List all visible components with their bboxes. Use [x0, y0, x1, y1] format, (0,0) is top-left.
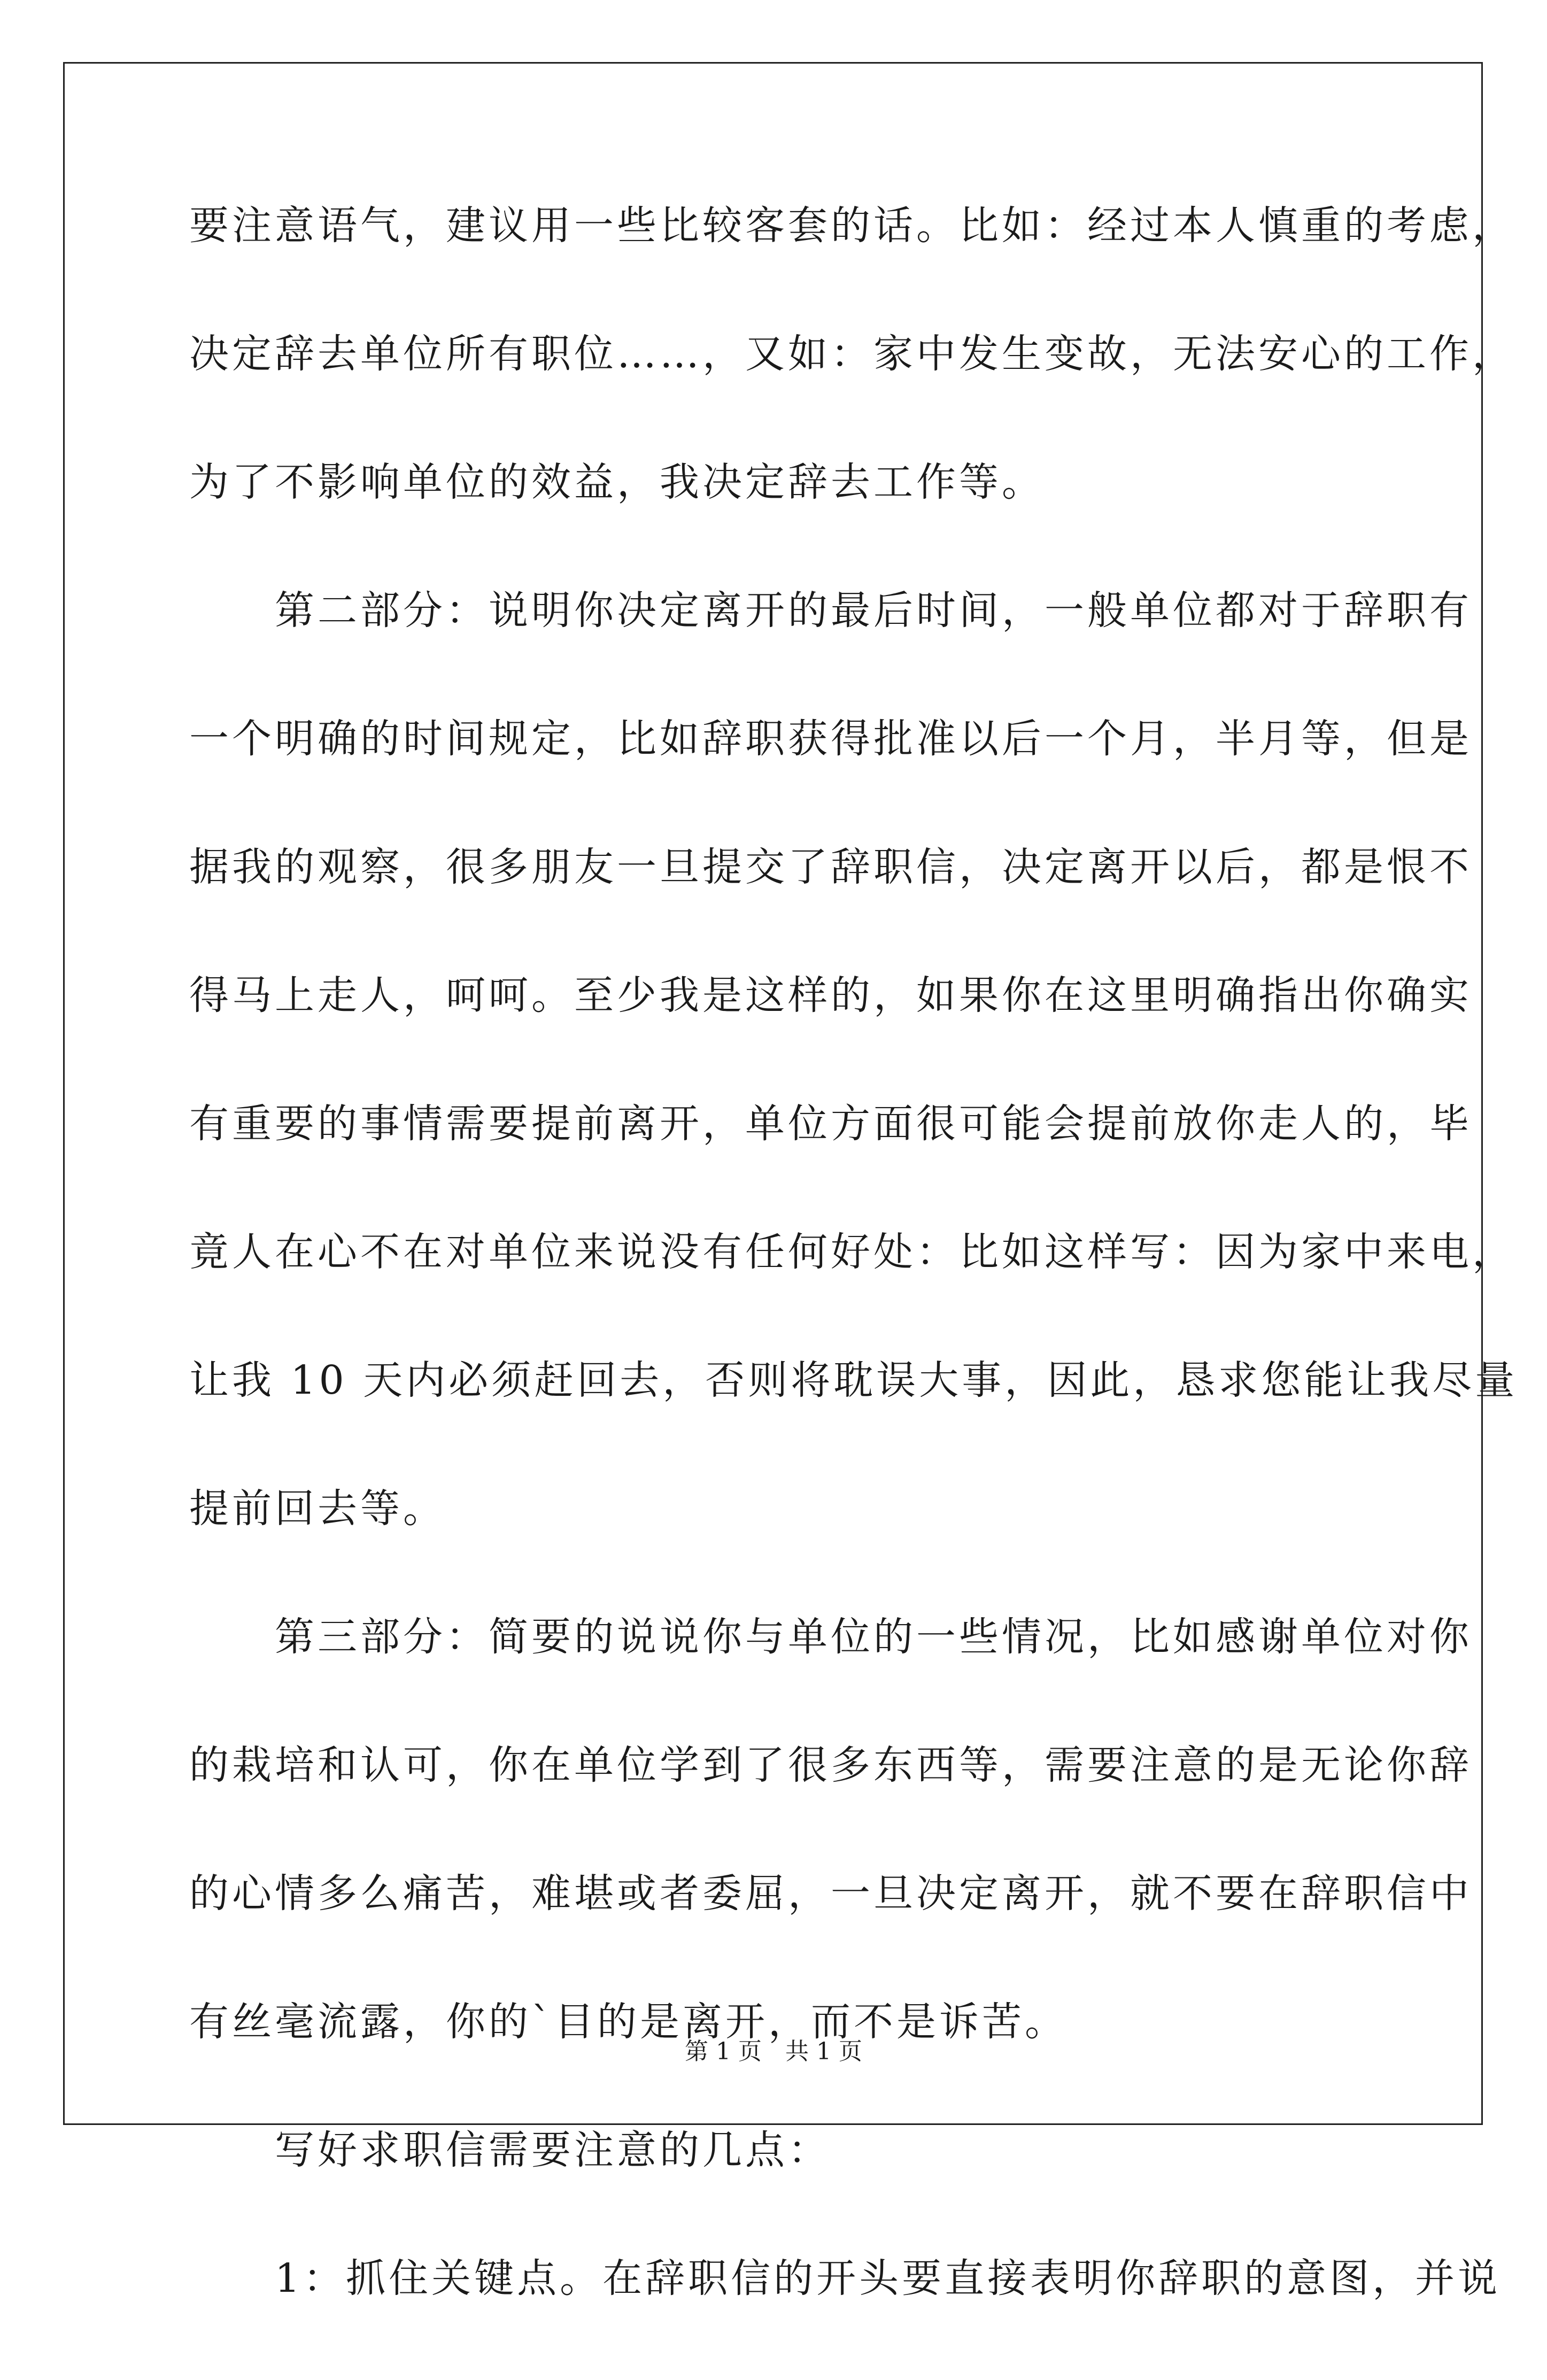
text-line: 让我 10 天内必须赶回去，否则将耽误大事，因此，恳求您能让我尽量 — [189, 1357, 1518, 1403]
text-line: 要注意语气，建议用一些比较客套的话。比如：经过本人慎重的考虑， — [189, 203, 1515, 249]
text-line: 写好求职信需要注意的几点： — [189, 2127, 831, 2173]
text-line: 为了不影响单位的效益，我决定辞去工作等。 — [189, 459, 1045, 505]
page-number-footer: 第 1 页 共 1 页 — [685, 2038, 862, 2065]
text-line: 提前回去等。 — [189, 1486, 446, 1532]
text-line: 得马上走人，呵呵。至少我是这样的，如果你在这里明确指出你确实 — [189, 972, 1472, 1018]
text-line: 决定辞去单位所有职位……，又如：家中发生变故，无法安心的工作， — [189, 331, 1515, 377]
text-line: 有重要的事情需要提前离开，单位方面很可能会提前放你走人的，毕 — [189, 1101, 1472, 1147]
text-line: 的心情多么痛苦，难堪或者委屈，一旦决定离开，就不要在辞职信中 — [189, 1871, 1472, 1917]
text-line: 竟人在心不在对单位来说没有任何好处：比如这样写：因为家中来电， — [189, 1229, 1515, 1275]
text-line: 第三部分：简要的说说你与单位的一些情况，比如感谢单位对你 — [189, 1614, 1472, 1660]
text-line: 有丝毫流露，你的`目的是离开，而不是诉苦。 — [189, 1999, 1068, 2045]
text-line: 1：抓住关键点。在辞职信的开头要直接表明你辞职的意图，并说 — [189, 2255, 1501, 2301]
text-line: 一个明确的时间规定，比如辞职获得批准以后一个月，半月等，但是 — [189, 716, 1472, 762]
text-line: 据我的观察，很多朋友一旦提交了辞职信，决定离开以后，都是恨不 — [189, 844, 1472, 890]
text-line: 第二部分：说明你决定离开的最后时间，一般单位都对于辞职有 — [189, 588, 1472, 633]
text-line: 的栽培和认可，你在单位学到了很多东西等，需要注意的是无论你辞 — [189, 1742, 1472, 1788]
